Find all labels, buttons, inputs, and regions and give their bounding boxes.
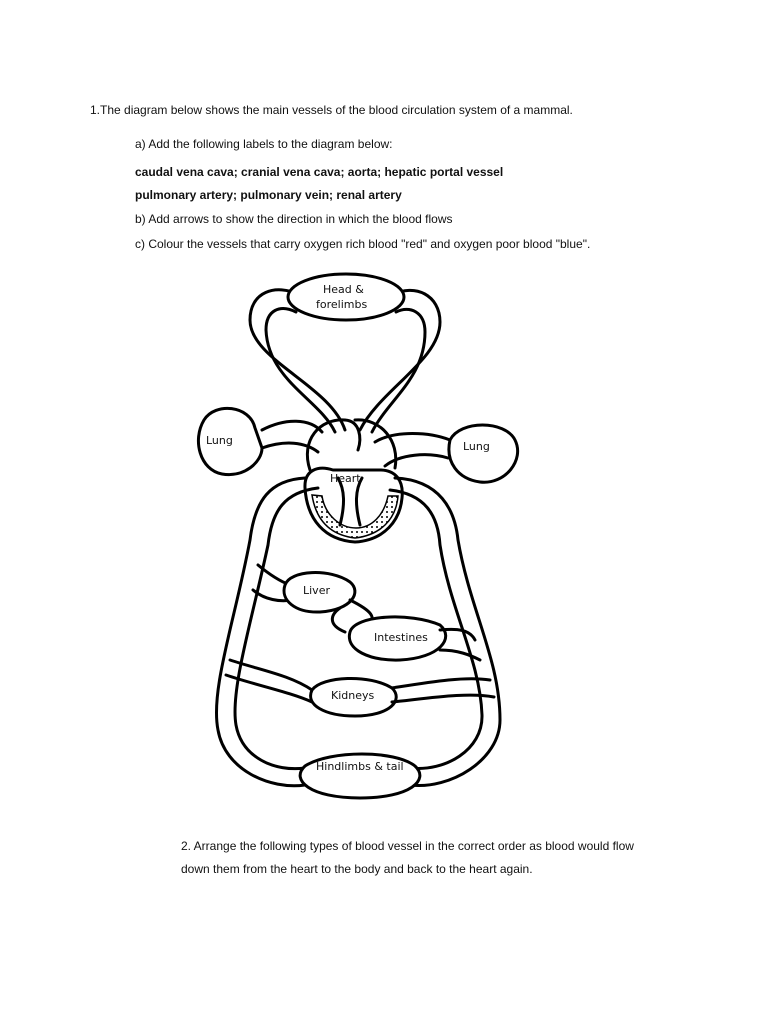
question-1-intro: 1.The diagram below shows the main vessels of the blood circulation system of a mammal.: [90, 103, 573, 117]
head-organ: [288, 274, 404, 320]
hindlimbs-label: Hindlimbs & tail: [316, 760, 404, 773]
question-2-line-1: 2. Arrange the following types of blood vessel in the correct order as blood would flow: [181, 839, 634, 853]
lung-left-label: Lung: [206, 434, 233, 447]
lung-right-organ: [449, 425, 518, 482]
question-1-part-b: b) Add arrows to show the direction in which the blood flows: [135, 212, 453, 226]
label-list-line-2: pulmonary artery; pulmonary vein; renal artery: [135, 188, 402, 202]
renal-circuit: [226, 660, 494, 716]
lung-right-label: Lung: [463, 440, 490, 453]
liver-label: Liver: [303, 584, 330, 597]
question-2-line-2: down them from the heart to the body and back to the heart again.: [181, 862, 533, 876]
kidneys-label: Kidneys: [331, 689, 375, 702]
intestines-label: Intestines: [374, 631, 428, 644]
label-list-line-1: caudal vena cava; cranial vena cava; aorta; hepatic portal vessel: [135, 165, 504, 179]
head-label-line-2: forelimbs: [316, 298, 368, 311]
question-1-part-a: a) Add the following labels to the diagram below:: [135, 137, 393, 151]
question-1-part-c: c) Colour the vessels that carry oxygen rich blood "red" and oxygen poor blood "blue".: [135, 237, 591, 251]
heart-label: Heart: [330, 472, 361, 485]
head-label-line-1: Head &: [323, 283, 364, 296]
